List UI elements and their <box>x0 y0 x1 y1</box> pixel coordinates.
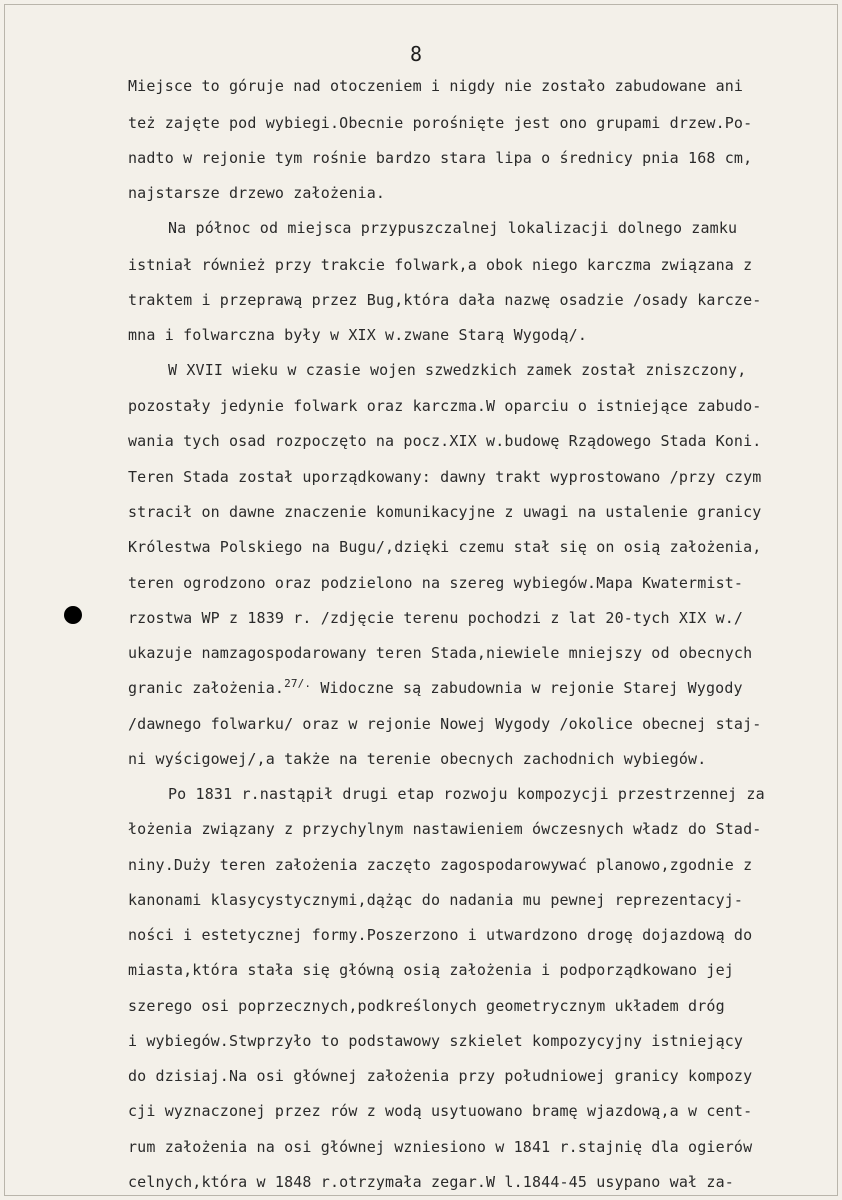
text-line <box>128 675 743 701</box>
text-line: Po 1831 r.nastąpił drugi etap rozwoju kompozycji przestrzennej za <box>168 785 765 803</box>
text-line: Miejsce to góruje nad otoczeniem i nigdy nie zostało zabudowane ani <box>128 77 744 95</box>
text-line: stracił on dawne znaczenie komunikacyjne z uwagi na ustalenie granicy <box>128 503 762 521</box>
text-line: łożenia związany z przychylnym nastawieniem ówczesnych władz do Stad- <box>128 820 762 838</box>
text-line: ni wyścigowej/,a także na terenie obecnych zachodnich wybiegów. <box>128 750 707 768</box>
text-line: rum założenia na osi głównej wzniesiono w 1841 r.stajnię dla ogierów <box>128 1138 753 1156</box>
text-line: pozostały jedynie folwark oraz karczma.W oparciu o istniejące zabudo- <box>128 397 762 415</box>
text-line: W XVII wieku w czasie wojen szwedzkich zamek został zniszczony, <box>168 361 747 379</box>
text-line: Królestwa Polskiego na Bugu/,dzięki czemu stał się on osią założenia, <box>128 538 762 556</box>
text-line: ności i estetycznej formy.Poszerzono i utwardzono drogę dojazdową do <box>128 926 753 944</box>
punch-hole <box>64 606 82 624</box>
text-line: i wybiegów.Stwprzyło to podstawowy szkielet kompozycyjny istniejący <box>128 1032 744 1050</box>
text-line: kanonami klasycystycznymi,dążąc do nadania mu pewnej reprezentacyj- <box>128 891 744 909</box>
text-line: ukazuje namzagospodarowany teren Stada,niewiele mniejszy od obecnych <box>128 644 753 662</box>
text-fragment: granic założenia. <box>128 679 285 697</box>
text-line: teren ogrodzono oraz podzielono na szereg wybiegów.Mapa Kwatermist- <box>128 574 744 592</box>
text-line: szerego osi poprzecznych,podkreślonych geometrycznym układem dróg <box>128 997 725 1015</box>
text-fragment: Widoczne są zabudownia w rejonie Starej Wygody <box>320 679 743 697</box>
text-line: nadto w rejonie tym rośnie bardzo stara lipa o średnicy pnia 168 cm, <box>128 149 753 167</box>
text-line: wania tych osad rozpoczęto na pocz.XIX w.budowę Rządowego Stada Koni. <box>128 432 762 450</box>
text-line: Na północ od miejsca przypuszczalnej lokalizacji dolnego zamku <box>168 219 738 237</box>
text-line: najstarsze drzewo założenia. <box>128 184 386 202</box>
text-line: miasta,która stała się główną osią założenia i podporządkowano jej <box>128 961 734 979</box>
text-line: Teren Stada został uporządkowany: dawny trakt wyprostowano /przy czym <box>128 468 762 486</box>
text-line: rzostwa WP z 1839 r. /zdjęcie terenu pochodzi z lat 20-tych XIX w./ <box>128 609 744 627</box>
text-line: istniał również przy trakcie folwark,a obok niego karczma związana z <box>128 256 753 274</box>
text-line: też zajęte pod wybiegi.Obecnie porośnięte jest ono grupami drzew.Po- <box>128 114 753 132</box>
page-number: 8 <box>410 42 423 66</box>
text-line: mna i folwarczna były w XIX w.zwane Starą Wygodą/. <box>128 326 588 344</box>
footnote-reference: 27/. <box>284 677 312 690</box>
text-line: /dawnego folwarku/ oraz w rejonie Nowej Wygody /okolice obecnej staj- <box>128 715 762 733</box>
text-line: traktem i przeprawą przez Bug,która dała nazwę osadzie /osady karcze- <box>128 291 762 309</box>
text-line: do dzisiaj.Na osi głównej założenia przy południowej granicy kompozy <box>128 1067 753 1085</box>
text-line: celnych,która w 1848 r.otrzymała zegar.W l.1844-45 usypano wał za- <box>128 1173 734 1191</box>
text-line: niny.Duży teren założenia zaczęto zagospodarowywać planowo,zgodnie z <box>128 856 753 874</box>
text-line: cji wyznaczonej przez rów z wodą usytuowano bramę wjazdową,a w cent- <box>128 1102 753 1120</box>
